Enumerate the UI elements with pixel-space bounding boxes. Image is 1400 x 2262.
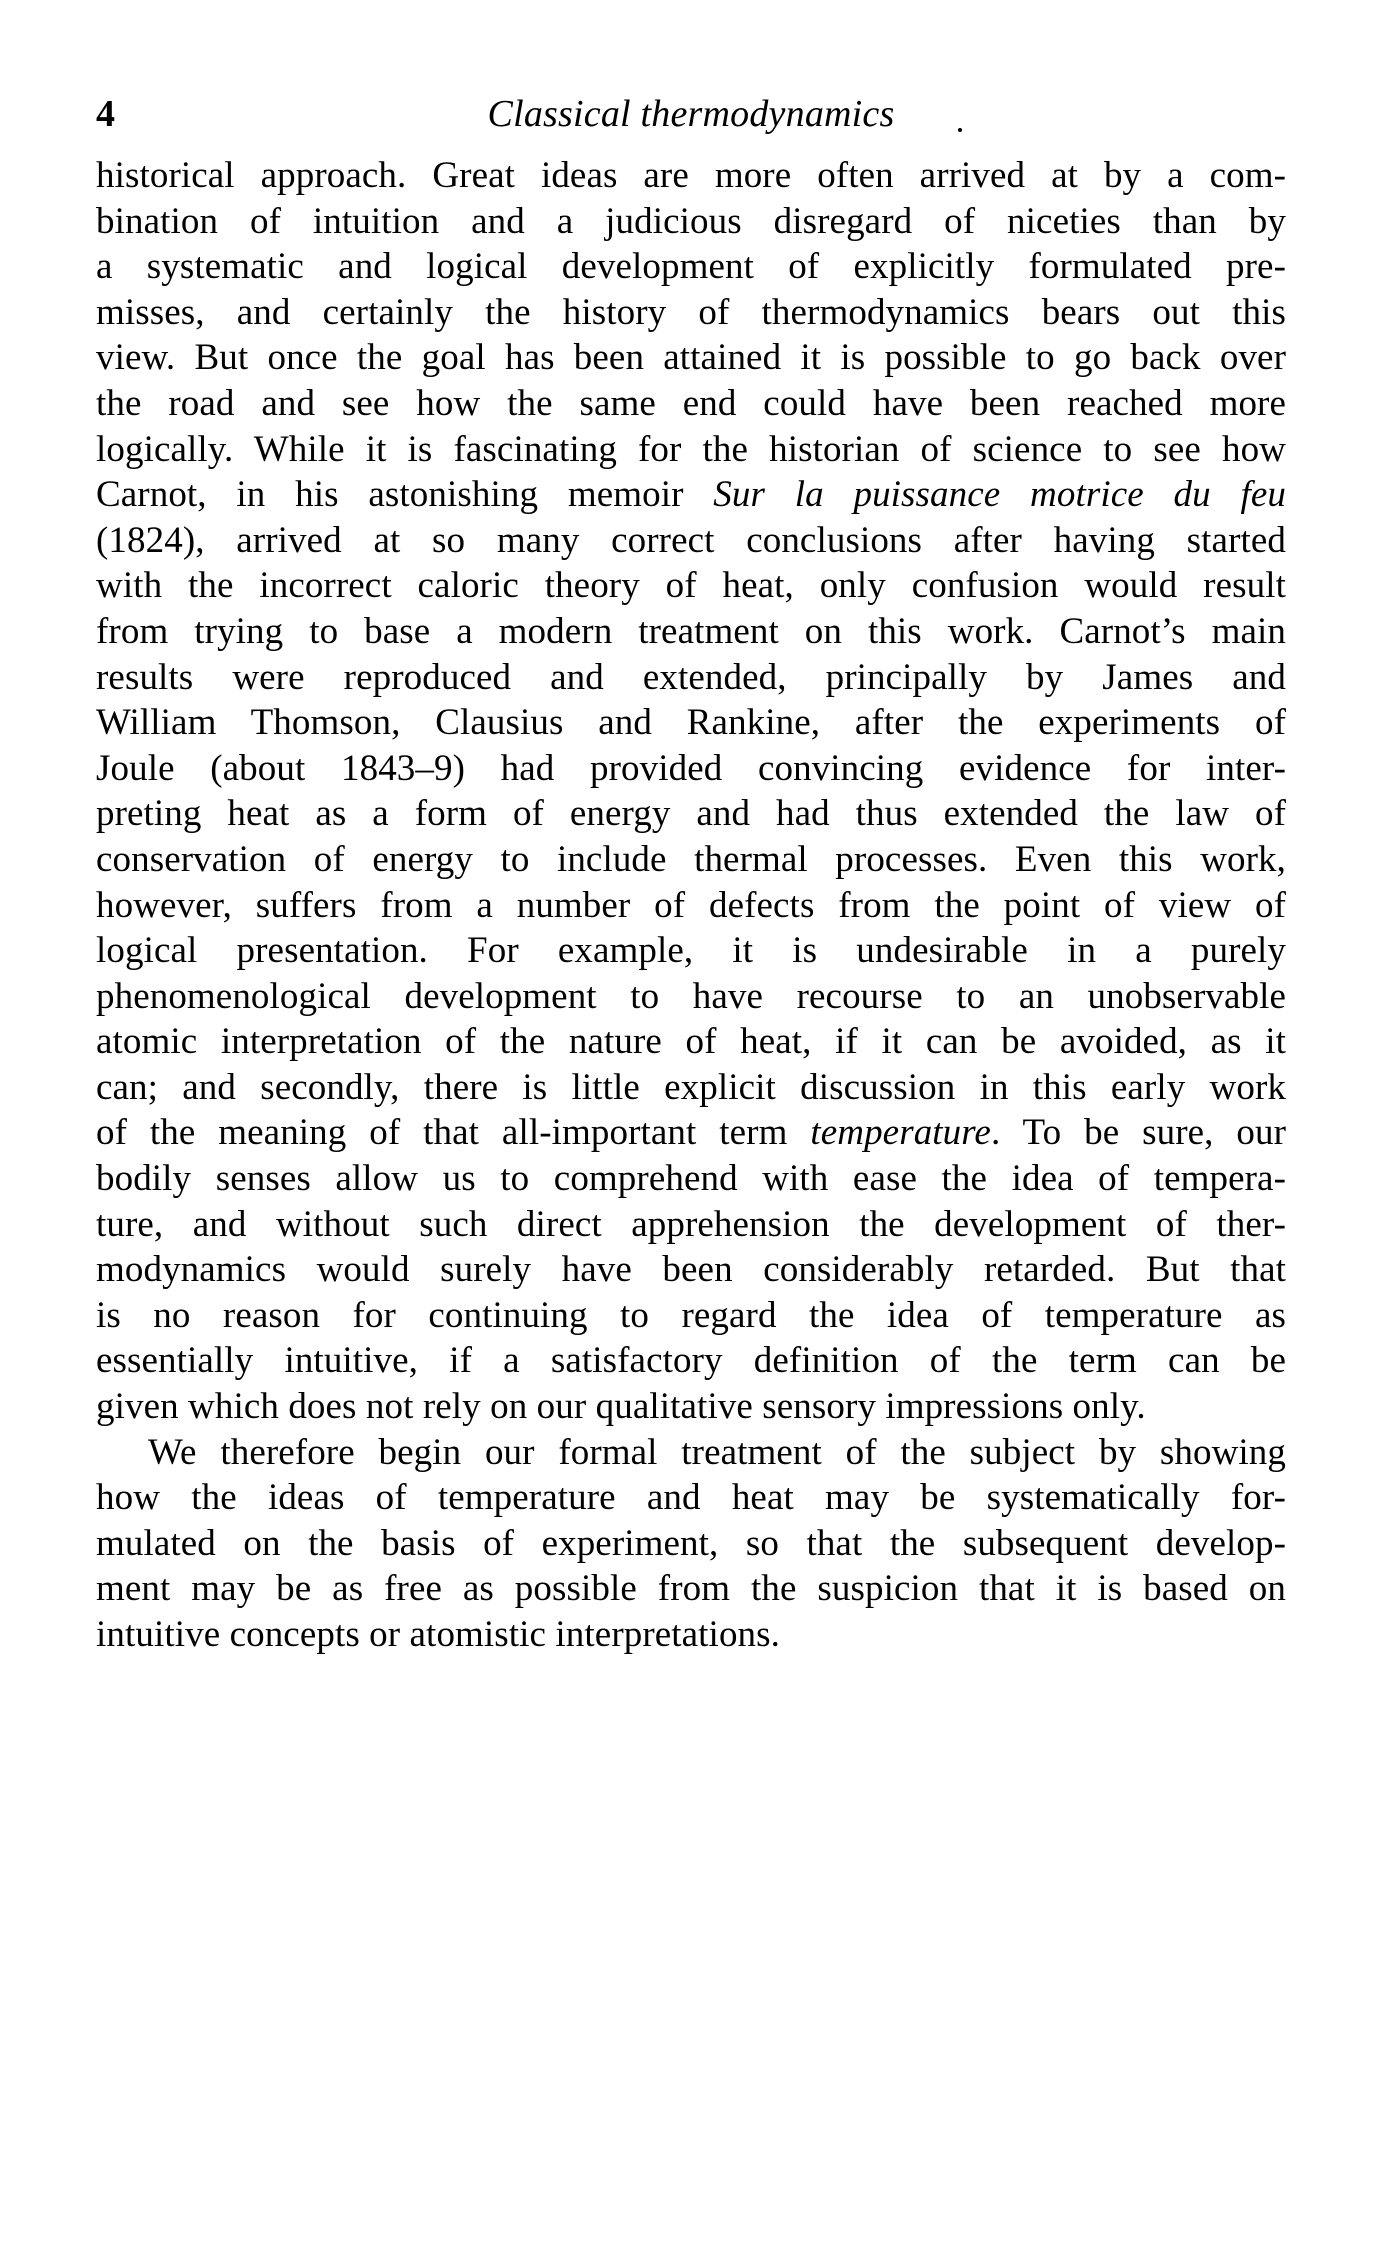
running-title: Classical thermodynamics (487, 93, 895, 135)
text-line: of the meaning of that all-important term temperature. To be sure, our (96, 1112, 1286, 1154)
text-line: logically. While it is fascinating for the historian of science to see how (96, 428, 1286, 470)
body-text (96, 153, 1286, 1658)
text-line: Joule (about 1843–9) had provided convincing evidence for inter- (96, 747, 1286, 789)
text-line: with the incorrect caloric theory of heat, only confusion would result (96, 565, 1286, 607)
text-line: Carnot, in his astonishing memoir Sur la puissance motrice du feu (96, 474, 1286, 516)
text-line: misses, and certainly the history of thermodynamics bears out this (96, 291, 1286, 333)
running-head (96, 86, 1286, 142)
text-line: a systematic and logical development of explicitly formulated pre- (96, 246, 1286, 288)
text-line: mulated on the basis of experiment, so that the subsequent develop- (96, 1522, 1286, 1564)
text-line: however, suffers from a number of defects from the point of view of (96, 884, 1286, 926)
text-line: logical presentation. For example, it is undesirable in a purely (96, 930, 1286, 972)
text-line: modynamics would surely have been considerably retarded. But that (96, 1249, 1286, 1291)
paragraph-2 (96, 1430, 1286, 1658)
paragraph-1 (96, 153, 1286, 1430)
text-line: can; and secondly, there is little explicit discussion in this early work (96, 1066, 1286, 1108)
text-line: conservation of energy to include thermal processes. Even this work, (96, 838, 1286, 880)
text-line: given which does not rely on our qualitative sensory impressions only. (96, 1386, 1146, 1428)
text-line: results were reproduced and extended, principally by James and (96, 656, 1286, 698)
text-line: preting heat as a form of energy and had thus extended the law of (96, 793, 1286, 835)
text-line: historical approach. Great ideas are more often arrived at by a com- (96, 155, 1286, 196)
text-line: ment may be as free as possible from the suspicion that it is based on (96, 1568, 1286, 1610)
text-line: phenomenological development to have recourse to an unobservable (96, 975, 1286, 1017)
text-line: the road and see how the same end could have been reached more (96, 382, 1286, 424)
stray-mark (958, 128, 962, 132)
text-line: bination of intuition and a judicious disregard of niceties than by (96, 200, 1286, 242)
text-line: is no reason for continuing to regard the idea of temperature as (96, 1294, 1286, 1336)
text-line: from trying to base a modern treatment on this work. Carnot’s main (96, 610, 1286, 652)
italic-title: Sur la puissance motrice du feu (713, 474, 1286, 516)
text-line: bodily senses allow us to comprehend with ease the idea of tempera- (96, 1158, 1286, 1200)
text-line: how the ideas of temperature and heat may be systematically for- (96, 1477, 1286, 1519)
text-line: essentially intuitive, if a satisfactory definition of the term can be (96, 1340, 1286, 1382)
text-line: We therefore begin our formal treatment of the subject by showing (148, 1431, 1286, 1473)
text-line: atomic interpretation of the nature of heat, if it can be avoided, as it (96, 1021, 1286, 1063)
text-line: view. But once the goal has been attained it is possible to go back over (96, 337, 1286, 379)
text-line: William Thomson, Clausius and Rankine, after the experiments of (96, 702, 1286, 744)
text-line: ture, and without such direct apprehension the development of ther- (96, 1203, 1286, 1245)
text-line: intuitive concepts or atomistic interpretations. (96, 1614, 780, 1655)
text-line: (1824), arrived at so many correct conclusions after having started (96, 519, 1286, 561)
italic-term: temperature (810, 1112, 991, 1154)
page-number: 4 (96, 93, 115, 135)
